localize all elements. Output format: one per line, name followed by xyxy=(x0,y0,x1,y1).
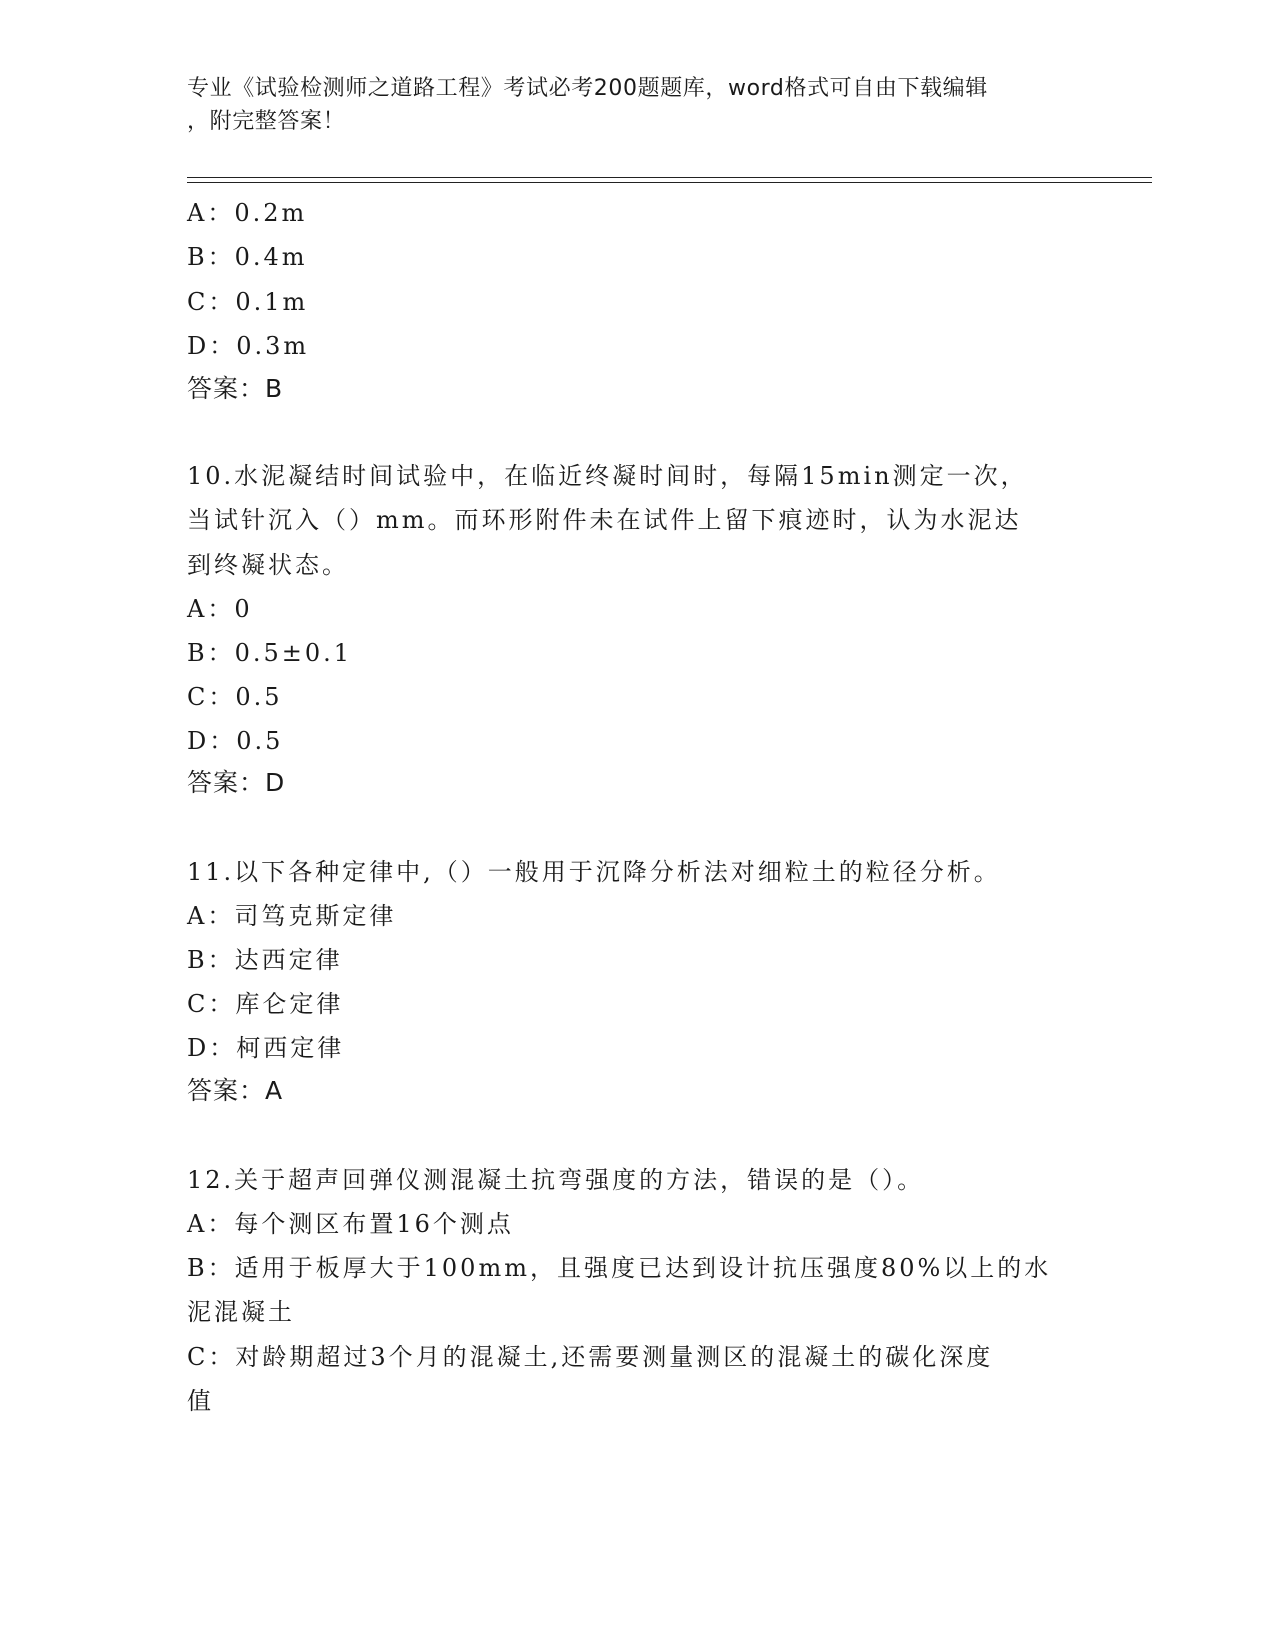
q10-option-d: D：0.5 xyxy=(187,727,284,755)
q12-option-a: A：每个测区布置16个测点 xyxy=(187,1210,514,1238)
q12-option-c-line-1: C：对龄期超过3个月的混凝土,还需要测量测区的混凝土的碳化深度 xyxy=(187,1343,994,1371)
document-header xyxy=(187,72,1067,138)
q11-option-c: C：库仑定律 xyxy=(187,990,344,1018)
q12-option-c-line-2: 值 xyxy=(187,1387,214,1415)
q9-option-d: D：0.3m xyxy=(187,332,310,360)
q11-option-a: A：司笃克斯定律 xyxy=(187,902,397,930)
q10-option-b: B：0.5±0.1 xyxy=(187,639,353,667)
q9-option-c: C：0.1m xyxy=(187,288,309,316)
header-divider-top xyxy=(187,177,1152,178)
q11-option-d: D：柯西定律 xyxy=(187,1034,345,1062)
header-divider-bottom xyxy=(187,182,1152,183)
q10-stem-line-3: 到终凝状态。 xyxy=(187,551,349,579)
q11-stem: 11.以下各种定律中,（）一般用于沉降分析法对细粒土的粒径分析。 xyxy=(187,858,1001,886)
header-title-line-2: ，附完整答案！ xyxy=(187,109,346,134)
q9-option-a: A：0.2m xyxy=(187,199,308,227)
q12-option-b-line-2: 泥混凝土 xyxy=(187,1298,295,1326)
q11-answer: 答案：A xyxy=(187,1076,284,1105)
q9-answer: 答案：B xyxy=(187,374,284,403)
q10-answer: 答案：D xyxy=(187,768,286,797)
q10-stem-line-2: 当试针沉入（）mm。而环形附件未在试件上留下痕迹时，认为水泥达 xyxy=(187,506,1022,534)
q12-option-b-line-1: B：适用于板厚大于100mm，且强度已达到设计抗压强度80%以上的水 xyxy=(187,1254,1052,1282)
q12-stem: 12.关于超声回弹仪测混凝土抗弯强度的方法，错误的是（）。 xyxy=(187,1166,925,1194)
q10-option-a: A：0 xyxy=(187,595,253,623)
header-title-line-1: 专业《试验检测师之道路工程》考试必考200题题库，word格式可自由下载编辑 xyxy=(187,76,988,101)
q11-option-b: B：达西定律 xyxy=(187,946,343,974)
q10-stem-line-1: 10.水泥凝结时间试验中，在临近终凝时间时，每隔15min测定一次， xyxy=(187,462,1028,490)
q9-option-b: B：0.4m xyxy=(187,243,308,271)
q10-option-c: C：0.5 xyxy=(187,683,283,711)
